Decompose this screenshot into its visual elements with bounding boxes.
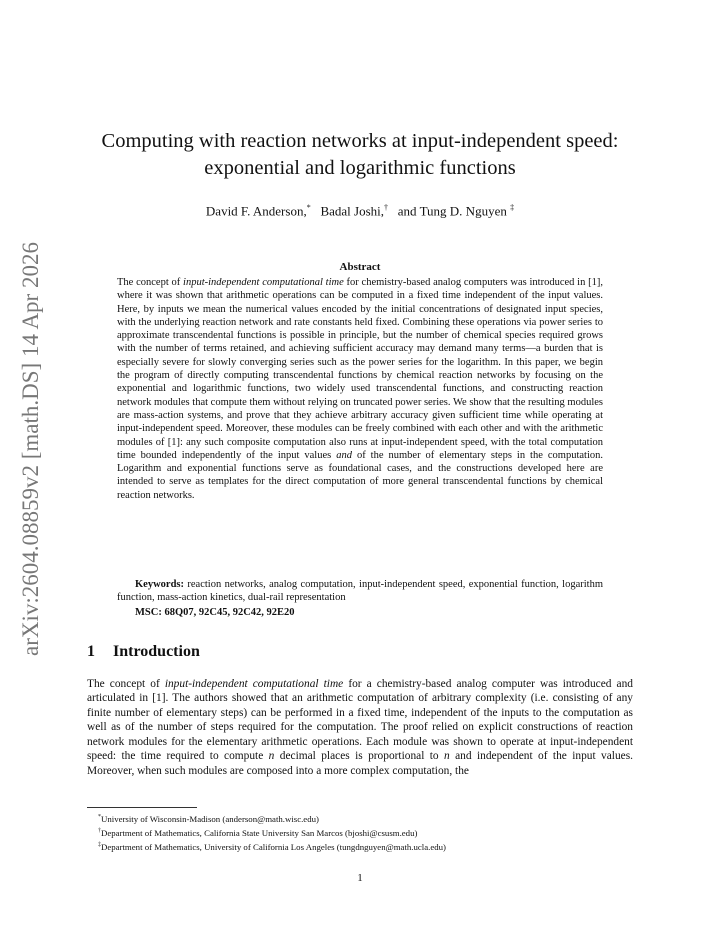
keywords-text: reaction networks, analog computation, input-independent speed, exponential function, logarithm function, mass-action kinetics, dual-rail representation [117,579,603,604]
author-footnote-mark[interactable]: * [306,203,311,212]
section-title: Introduction [113,643,200,660]
footnote-divider [87,807,197,808]
intro-text: and independent of the input values. Moreover, when such modules are composed into a more complex computation, the [87,750,633,777]
intro-math-n: n [268,750,275,763]
footnote [98,839,628,853]
keywords-label: Keywords: [135,579,184,590]
title-line-1: Computing with reaction networks at input-independent speed: [101,130,619,152]
footnote [98,811,628,825]
keywords [117,578,603,605]
footnote-text: Department of Mathematics, California State University San Marcos (bjoshi@csusm.edu) [101,827,418,838]
page-number: 1 [357,872,363,884]
abstract-heading: Abstract [339,261,381,273]
abstract-text: of the number of elementary steps in the computation. Logarithm and exponential functions serve as foundational cases, and the constructions developed here are intended to serve as templates for the direct computation of more general transcendental functions by chemical reaction networks. [117,449,603,501]
intro-text: decimal places is proportional to [274,750,445,763]
abstract-body [117,276,603,502]
abstract-text: for chemistry-based analog computers was introduced in [1], where it was shown that arithmetic operations can be computed in a fixed time independent of the input values. Here, by inputs we mean the numerical values encoded by the initial concentrations of designated input species, with the underlying reaction network and rate constants held fixed. Combining these operations via power series to approximate transcendental functions is possible in principle, but the number of chemical species required grows with the number of terms retained, and achieving sufficient accuracy may demand many terms—a burden that is especially severe for slowly converging series such as the power series for the logarithm. In this paper, we begin the program of directly computing transcendental functions by chemical reaction networks by focusing on the exponential and logarithmic functions, two widely used transcendental functions, and constructing reaction network modules that compute them without relying on truncated power series. We show that the resulting modules are mass-action systems, and prove that they achieve arbitrary accuracy given sufficient time while operating at input-independent speed. Moreover, these modules can be freely combined with each other and with the arithmetic modules of [1]: any such composite computation also runs at input-independent speed, with the total computation time bounded independently of the input values [117,277,603,461]
footnote-mark: † [98,827,101,834]
intro-paragraph [87,677,633,778]
abstract-emphasis: and [336,449,352,461]
footnotes [98,811,628,853]
author-name: David F. Anderson [205,203,304,219]
paper-title [80,128,640,182]
intro-text: The concept of [87,678,165,690]
author-separator: , [303,203,307,219]
intro-math-n: n [444,750,450,763]
footnote-text: University of Wisconsin-Madison (anderson@math.wisc.edu) [101,813,319,824]
footnote [98,825,628,839]
author-footnote-mark[interactable]: † [384,203,389,212]
abstract-text: The concept of [117,277,184,288]
author-list [80,199,640,220]
footnote-text: Department of Mathematics, University of California Los Angeles (tungdnguyen@math.ucla.edu) [101,841,446,852]
author-name: Badal Joshi [320,203,381,219]
title-line-2: exponential and logarithmic functions [204,157,516,179]
msc-codes: MSC: 68Q07, 92C45, 92C42, 92E20 [135,607,295,618]
abstract-emphasis: input-independent computational time [183,277,344,288]
arxiv-identifier: arXiv:2604.08859v2 [math.DS] 14 Apr 2026 [18,242,43,656]
intro-text: for a chemistry-based analog computer was introduced and articulated in [1]. The authors showed that an arithmetic computation of arbitrary complexity (i.e. consisting of any finite number of elementary steps) can be performed in a fixed time, independent of the inputs to the computation as well as of the number of steps required for the computation. The proof relied on explicit constructions of reaction network modules for the elementary arithmetic operations. Each module was shown to operate at input-independent speed: the time required to compute [87,678,633,763]
author-name: Tung D. Nguyen [419,203,507,219]
section-number: 1 [87,643,95,660]
footnote-mark: * [98,814,101,820]
footnote-mark: ‡ [98,841,101,848]
author-separator: , [380,203,385,219]
intro-emphasis: input-independent computational time [164,678,344,690]
author-footnote-mark[interactable]: ‡ [510,203,515,212]
section-heading [87,642,633,662]
author-conjunction: and [397,203,417,219]
